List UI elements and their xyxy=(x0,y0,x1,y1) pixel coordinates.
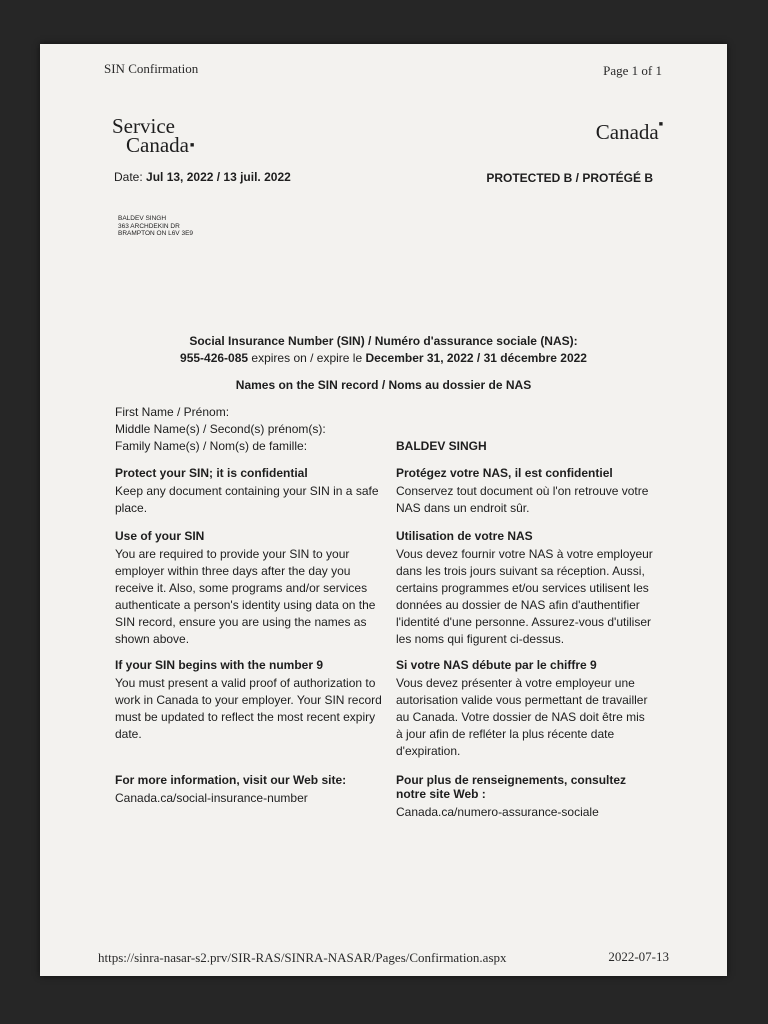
section-title: Si votre NAS débute par le chiffre 9 xyxy=(396,658,597,672)
section-title: Use of your SIN xyxy=(115,529,205,543)
address-line: 363 ARCHDEKIN DR xyxy=(118,222,180,230)
names-heading: Names on the SIN record / Noms au dossier de NAS xyxy=(235,378,532,392)
section-body: Conservez tout document où l'on retrouve votre NAS dans un endroit sûr. xyxy=(396,484,649,515)
document-title: SIN Confirmation xyxy=(104,61,199,76)
section-info-fr xyxy=(396,773,636,821)
address-line: BALDEV SINGH xyxy=(118,215,167,222)
canada-wordmark-text: Canada xyxy=(595,120,659,144)
section-title: If your SIN begins with the number 9 xyxy=(115,658,324,672)
info-link[interactable]: Canada.ca/social-insurance-number xyxy=(115,791,308,805)
names-labels xyxy=(115,404,387,455)
footer-url: https://sinra-nasar-s2.prv/SIR-RAS/SINRA-NASAR/Pages/Confirmation.aspx xyxy=(98,950,507,965)
info-link[interactable]: Canada.ca/numero-assurance-sociale xyxy=(396,805,599,819)
logo-canada-text: Canada xyxy=(126,133,189,157)
logo-service-text: Service xyxy=(112,114,175,138)
date-label: Date: xyxy=(114,170,143,184)
family-name-value: BALDEV SINGH xyxy=(396,439,487,453)
sin-number: 955-426-085 xyxy=(180,351,249,365)
canada-wordmark xyxy=(596,120,663,145)
sin-expires-text: expires on / expire le xyxy=(251,351,363,365)
section-body: Vous devez présenter à votre employeur une autorisation valide vous permettant de travailler au Canada. Votre dossier de NAS doit être mis à jour afin de refléter la plus récente date d'expiration. xyxy=(396,676,648,758)
sin-heading: Social Insurance Number (SIN) / Numéro d'assurance sociale (NAS): xyxy=(189,334,578,348)
footer-date: 2022-07-13 xyxy=(608,949,669,964)
section-nine-en xyxy=(115,658,387,743)
section-body: You are required to provide your SIN to your employer within three days after the day you receive it. Also, some programs and/or services authenticate a person's identity using data on the SIN record, ensure you are using the names as shown above. xyxy=(115,547,376,646)
section-use-fr xyxy=(396,529,654,648)
section-protect-en xyxy=(115,466,387,517)
address-line: BRAMPTON ON L6V 3E9 xyxy=(118,230,194,237)
middle-name-label: Middle Name(s) / Second(s) prénom(s): xyxy=(115,422,326,436)
flag-icon: ■ xyxy=(189,141,195,149)
service-canada-logo xyxy=(112,114,195,157)
section-title: Protect your SIN; it is confidential xyxy=(115,466,308,480)
sin-line xyxy=(40,351,727,365)
page-number: Page 1 of 1 xyxy=(603,63,662,78)
section-protect-fr xyxy=(396,466,654,517)
family-name-label: Family Name(s) / Nom(s) de famille: xyxy=(115,439,308,453)
flag-icon: ■ xyxy=(658,120,663,128)
date-value: Jul 13, 2022 / 13 juil. 2022 xyxy=(146,170,291,184)
document-page xyxy=(40,44,727,976)
section-info-en xyxy=(115,773,387,807)
section-title: Utilisation de votre NAS xyxy=(396,529,533,543)
section-body: Keep any document containing your SIN in a safe place. xyxy=(115,484,379,515)
section-body: Vous devez fournir votre NAS à votre employeur dans les trois jours suivant sa réception. Aussi, certains programmes et/ou services utilisent les données au dossier de NAS afin d'authentifier l'identité d'une personne. Assurez-vous d'utiliser les noms qui figurent ci-dessus. xyxy=(396,547,653,646)
section-body: You must present a valid proof of authorization to work in Canada to your employer. Your SIN record must be updated to reflect the most recent expiry date. xyxy=(115,676,382,741)
classification-label: PROTECTED B / PROTÉGÉ B xyxy=(486,171,653,185)
section-nine-fr xyxy=(396,658,654,760)
section-title: Protégez votre NAS, il est confidentiel xyxy=(396,466,613,480)
document-date xyxy=(114,170,291,184)
first-name-label: First Name / Prénom: xyxy=(115,405,230,419)
section-use-en xyxy=(115,529,387,648)
mailing-address xyxy=(118,215,193,238)
section-title: Pour plus de renseignements, consultez notre site Web : xyxy=(396,773,627,801)
section-title: For more information, visit our Web site: xyxy=(115,773,347,787)
sin-expiry-date: December 31, 2022 / 31 décembre 2022 xyxy=(365,351,587,365)
